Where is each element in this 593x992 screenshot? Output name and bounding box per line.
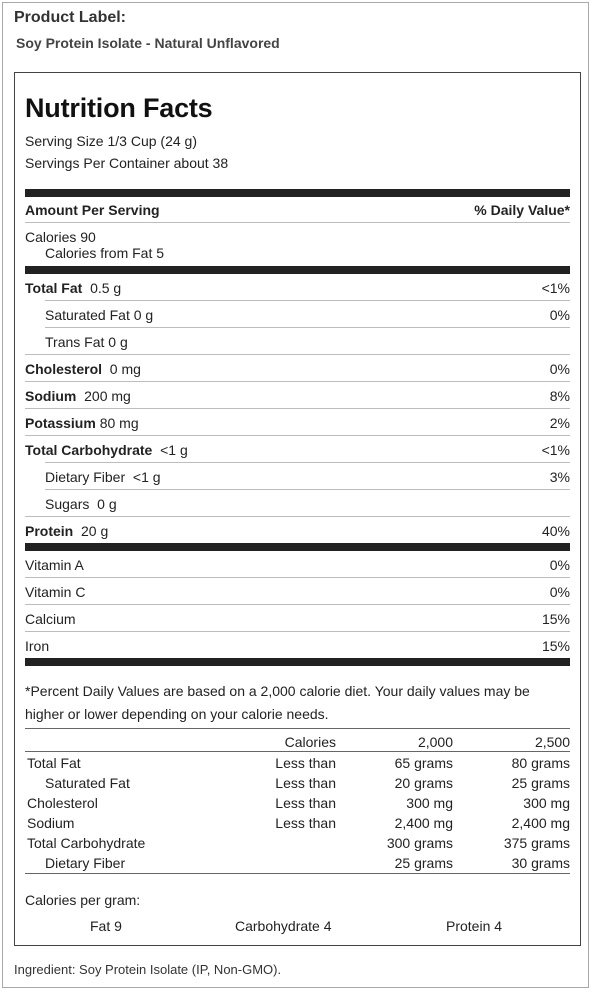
nutrient-row-dietary-fiber <box>25 469 570 487</box>
calories-from-fat: Calories from Fat 5 <box>45 245 165 261</box>
vitamin-row-calcium <box>25 611 570 629</box>
nutrient-amount: <1 g <box>132 469 161 485</box>
vitamin-dv: 0% <box>549 584 570 600</box>
divider <box>25 516 570 517</box>
vitamin-name: Iron <box>25 638 50 654</box>
nutrition-facts-panel <box>14 72 581 946</box>
nutrient-row-sodium <box>25 388 570 406</box>
nutrient-name: Total Fat <box>25 280 83 296</box>
vitamin-dv: 0% <box>549 557 570 573</box>
nutrient-name: Potassium <box>25 415 96 431</box>
nutrient-row-trans-fat <box>25 334 570 352</box>
nutrient-amount: 20 g <box>81 523 109 539</box>
nutrient-row-total-fat <box>25 280 570 298</box>
nutrient-name: Cholesterol <box>25 361 103 377</box>
servings-per-container: Servings Per Container about 38 <box>25 155 229 171</box>
dv-row-qual: Less than <box>275 775 336 791</box>
dv-row-qual: Less than <box>275 795 336 811</box>
dv-header-2500: 2,500 <box>534 734 570 750</box>
vitamin-name: Vitamin A <box>25 557 84 573</box>
nutrient-amount: 80 mg <box>99 415 139 431</box>
nutrient-row-cholesterol <box>25 361 570 379</box>
nutrient-row-potassium <box>25 415 570 433</box>
nutrient-dv: 2% <box>549 415 570 431</box>
thick-divider <box>25 658 570 666</box>
vitamin-name: Vitamin C <box>25 584 86 600</box>
dv-header-calories: Calories <box>284 734 336 750</box>
divider <box>25 631 570 632</box>
dv-row-v2: 30 grams <box>511 855 570 871</box>
divider <box>45 300 570 301</box>
divider <box>45 489 570 490</box>
daily-value-header: % Daily Value* <box>474 202 570 218</box>
dv-row-name: Saturated Fat <box>45 775 130 791</box>
nutrient-amount: 0.5 g <box>90 280 122 296</box>
divider <box>45 327 570 328</box>
nutrition-facts-heading: Nutrition Facts <box>25 93 213 123</box>
amount-per-serving-label: Amount Per Serving <box>25 202 160 218</box>
nutrient-dv: <1% <box>541 280 570 296</box>
dv-row-v2: 80 grams <box>511 755 570 771</box>
nutrient-dv: 40% <box>541 523 570 539</box>
dv-row-v1: 20 grams <box>394 775 453 791</box>
nutrient-amount: 0 mg <box>109 361 141 377</box>
vitamin-row-vitamin-c <box>25 584 570 602</box>
vitamin-name: Calcium <box>25 611 76 627</box>
divider <box>25 381 570 382</box>
divider <box>25 577 570 578</box>
nutrient-row-protein <box>25 523 570 541</box>
dv-row-v1: 300 grams <box>386 835 453 851</box>
nutrient-name: Saturated Fat 0 g <box>45 307 154 323</box>
nutrient-name: Total Carbohydrate <box>25 442 153 458</box>
calories-per-gram-label: Calories per gram: <box>25 892 141 908</box>
nutrient-dv: <1% <box>541 442 570 458</box>
nutrient-name: Trans Fat 0 g <box>45 334 128 350</box>
divider <box>25 354 570 355</box>
dv-row-name: Cholesterol <box>27 795 98 811</box>
ingredients: Ingredient: Soy Protein Isolate (IP, Non-GMO). <box>14 962 282 977</box>
dv-row-v1: 300 mg <box>406 795 453 811</box>
dv-row-qual: Less than <box>275 755 336 771</box>
divider <box>25 408 570 409</box>
page-title: Product Label: <box>14 9 127 26</box>
dv-row-v1: 2,400 mg <box>394 815 453 831</box>
nutrient-amount: <1 g <box>160 442 188 458</box>
thick-divider <box>25 189 570 197</box>
dv-row-v2: 375 grams <box>503 835 570 851</box>
nutrient-dv: 3% <box>549 469 570 485</box>
nutrient-name: Sodium <box>25 388 77 404</box>
dv-row-v2: 25 grams <box>511 775 570 791</box>
daily-value-footnote: *Percent Daily Values are based on a 2,000 calorie diet. Your daily values may be higher or lower depending on your calorie needs. <box>25 683 530 722</box>
nutrient-name: Sugars <box>45 496 90 512</box>
nutrient-name: Protein <box>25 523 74 539</box>
vitamin-row-vitamin-a <box>25 557 570 575</box>
product-name: Soy Protein Isolate - Natural Unflavored <box>16 35 280 51</box>
serving-size: Serving Size 1/3 Cup (24 g) <box>25 133 197 149</box>
vitamin-row-iron <box>25 638 570 656</box>
dv-row-v2: 2,400 mg <box>511 815 570 831</box>
dv-row-qual: Less than <box>275 815 336 831</box>
calories-per-gram-protein: Protein 4 <box>446 918 503 934</box>
nutrient-name: Dietary Fiber <box>45 469 126 485</box>
nutrient-row-sugars <box>25 496 570 514</box>
thick-divider <box>25 543 570 551</box>
divider <box>45 462 570 463</box>
nutrient-dv: 0% <box>549 307 570 323</box>
calories-per-gram-fat: Fat 9 <box>90 918 122 934</box>
dv-row-name: Total Fat <box>27 755 81 771</box>
divider <box>25 604 570 605</box>
nutrient-row-saturated-fat <box>25 307 570 325</box>
dv-header-2000: 2,000 <box>417 734 453 750</box>
dv-row-v1: 25 grams <box>394 855 453 871</box>
vitamin-dv: 15% <box>541 638 570 654</box>
nutrient-dv: 8% <box>549 388 570 404</box>
nutrient-amount: 200 mg <box>84 388 131 404</box>
calories: Calories 90 <box>25 229 96 245</box>
dv-row-name: Dietary Fiber <box>45 855 126 871</box>
nutrient-row-total-carbohydrate <box>25 442 570 460</box>
divider <box>25 751 570 752</box>
thick-divider <box>25 266 570 274</box>
dv-row-v2: 300 mg <box>523 795 570 811</box>
dv-row-v1: 65 grams <box>394 755 453 771</box>
nutrient-amount: 0 g <box>97 496 117 512</box>
amount-per-serving-row <box>25 202 570 220</box>
divider <box>25 728 570 729</box>
calories-per-gram-carbohydrate: Carbohydrate 4 <box>235 918 332 934</box>
dv-row-name: Sodium <box>27 815 75 831</box>
divider <box>25 222 570 223</box>
divider <box>25 873 570 874</box>
vitamin-dv: 15% <box>541 611 570 627</box>
nutrient-dv: 0% <box>549 361 570 377</box>
dv-row-name: Total Carbohydrate <box>27 835 146 851</box>
divider <box>25 435 570 436</box>
